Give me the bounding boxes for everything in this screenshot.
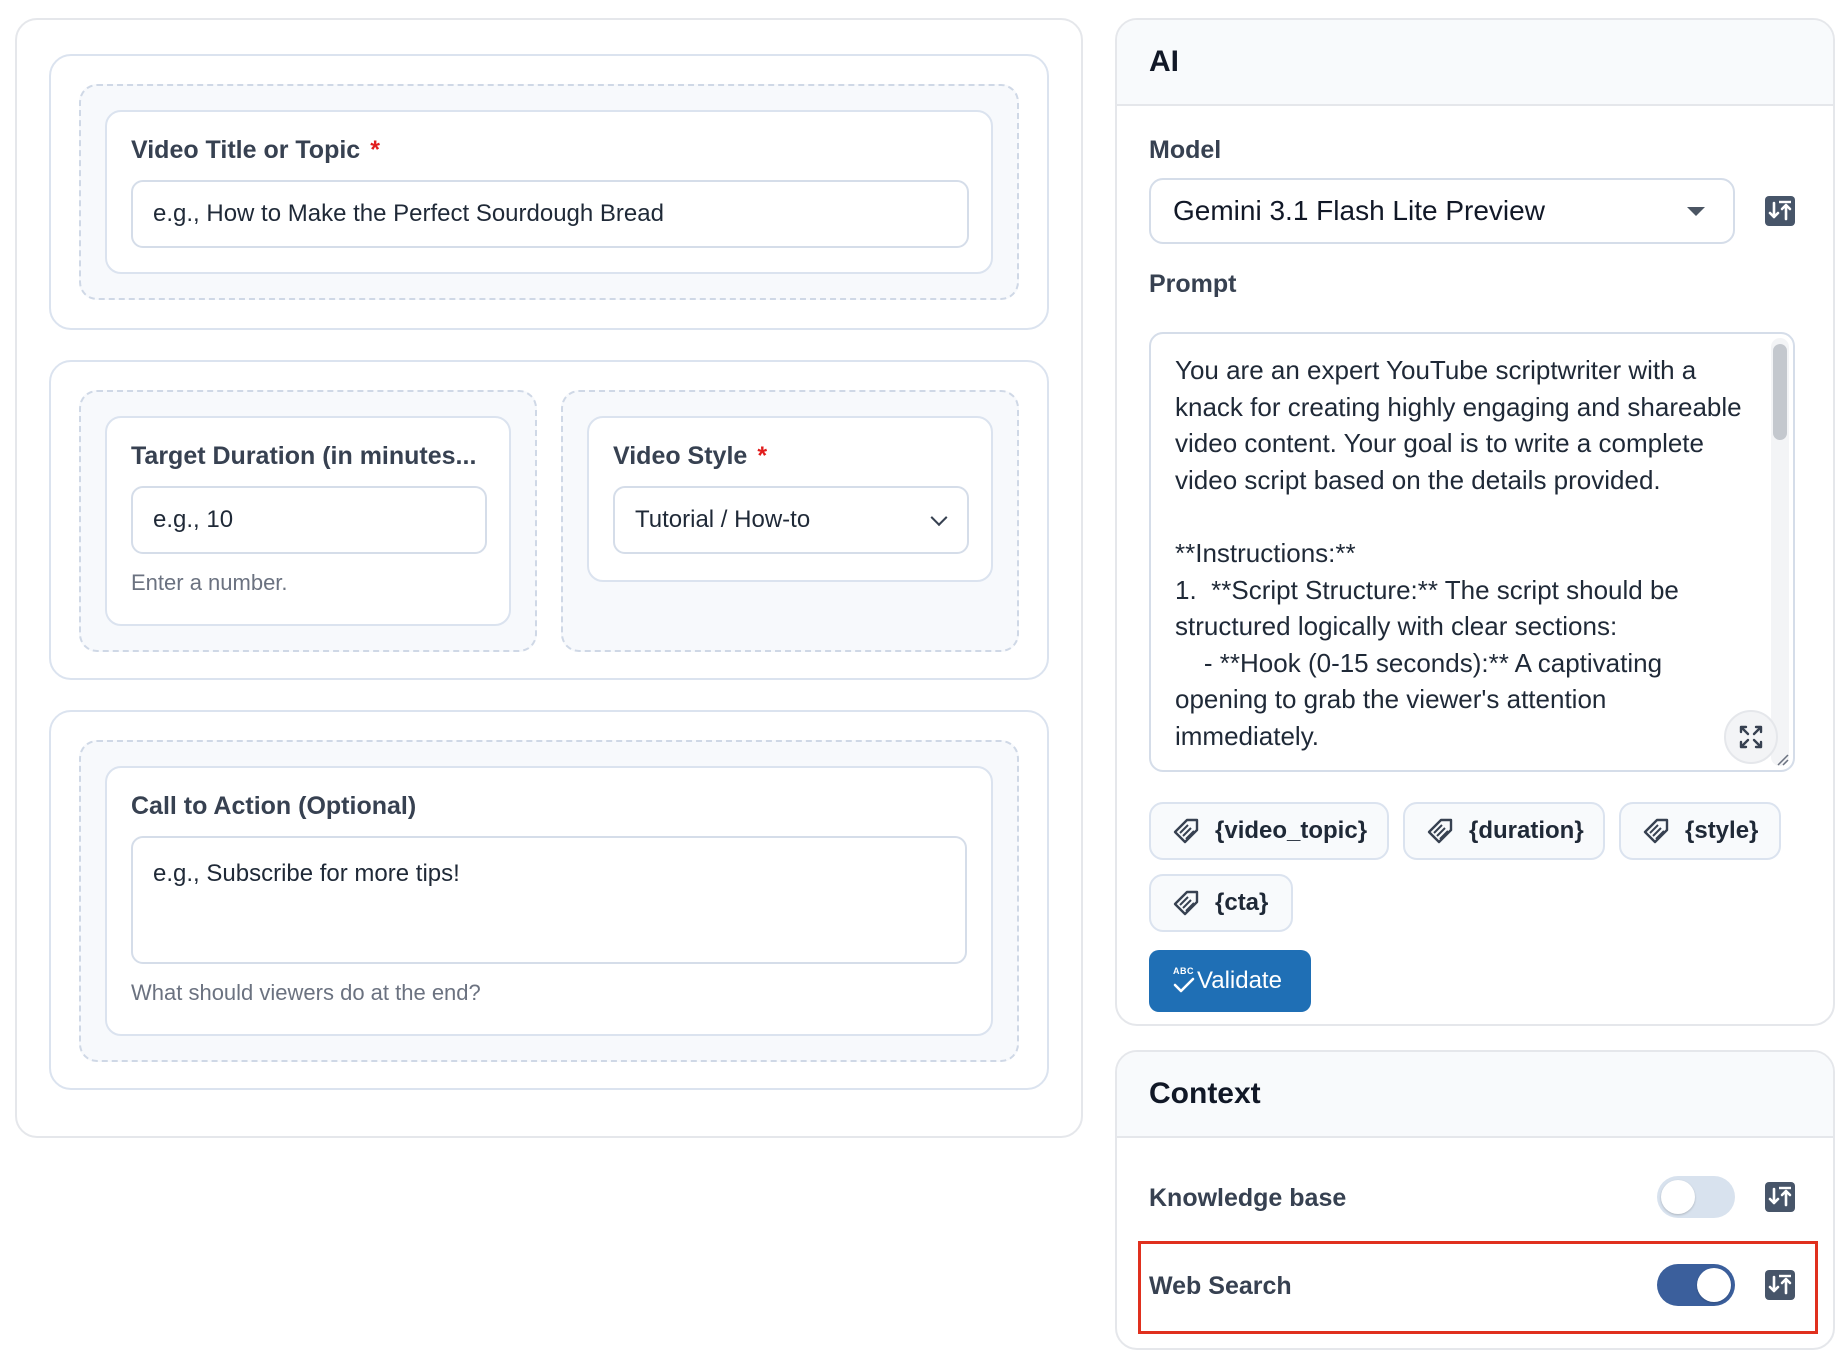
tag-icon xyxy=(1171,888,1201,918)
duration-label: Target Duration (in minutes... xyxy=(131,442,477,470)
duration-dropzone xyxy=(79,390,537,652)
prompt-scrollbar[interactable] xyxy=(1771,338,1789,766)
web-search-highlight xyxy=(1138,1241,1818,1334)
video-style-value: Tutorial / How-to xyxy=(635,506,811,533)
validate-button[interactable] xyxy=(1149,950,1311,1012)
video-style-select[interactable] xyxy=(613,486,969,554)
knowledge-base-toggle[interactable] xyxy=(1657,1176,1735,1218)
style-label-text: Video Style xyxy=(613,442,748,470)
prompt-label: Prompt xyxy=(1149,270,1237,298)
prompt-text: You are an expert YouTube scriptwriter with a knack for creating highly engaging and shareable video content. Your goal is to write a complete video script based on the details provided. **Instructions:** 1. **Script Structure:** The script should be structured logically with clear sections: - **Hook (0-15 seconds):** A captivating opening to grab the viewer's attention immediately. xyxy=(1175,355,1742,751)
cta-textarea[interactable] xyxy=(131,836,967,964)
style-label xyxy=(613,442,767,471)
prompt-textarea[interactable] xyxy=(1149,332,1795,772)
style-dropzone xyxy=(561,390,1019,652)
title-label-text: Video Title or Topic xyxy=(131,136,361,164)
variable-chip-duration[interactable] xyxy=(1403,802,1605,860)
validate-label: Validate xyxy=(1197,967,1282,994)
spellcheck-icon-text: ABC xyxy=(1173,966,1194,976)
duration-placeholder: e.g., 10 xyxy=(153,506,234,533)
variable-chip-cta[interactable] xyxy=(1149,874,1293,932)
title-field-card xyxy=(105,110,993,274)
tag-icon xyxy=(1425,816,1455,846)
ai-panel xyxy=(1115,18,1835,1026)
title-section xyxy=(49,54,1049,330)
cta-label: Call to Action (Optional) xyxy=(131,792,417,820)
resize-grip-icon[interactable] xyxy=(1775,752,1789,766)
variable-chip-video-topic[interactable] xyxy=(1149,802,1389,860)
knowledge-base-settings-icon[interactable] xyxy=(1765,1182,1795,1212)
model-label: Model xyxy=(1149,136,1222,164)
cta-placeholder: e.g., Subscribe for more tips! xyxy=(153,860,460,887)
chip-label: {cta} xyxy=(1215,889,1269,916)
caret-down-icon xyxy=(1687,207,1705,216)
required-mark: * xyxy=(370,136,380,164)
expand-icon[interactable] xyxy=(1724,710,1778,764)
spellcheck-icon xyxy=(1173,975,1195,997)
model-value: Gemini 3.1 Flash Lite Preview xyxy=(1173,195,1545,226)
web-search-label: Web Search xyxy=(1149,1272,1292,1300)
cta-helper: What should viewers do at the end? xyxy=(131,980,481,1005)
form-panel xyxy=(15,18,1083,1138)
duration-helper: Enter a number. xyxy=(131,570,288,595)
video-title-input[interactable] xyxy=(131,180,969,248)
model-select[interactable] xyxy=(1149,178,1735,244)
variable-chip-style[interactable] xyxy=(1619,802,1781,860)
title-dropzone xyxy=(79,84,1019,300)
cta-field-card xyxy=(105,766,993,1036)
knowledge-base-label: Knowledge base xyxy=(1149,1184,1347,1212)
cta-section xyxy=(49,710,1049,1090)
chip-label: {video_topic} xyxy=(1215,817,1368,844)
duration-field-card xyxy=(105,416,511,626)
style-field-card xyxy=(587,416,993,582)
chip-label: {duration} xyxy=(1469,817,1584,844)
chip-label: {style} xyxy=(1685,817,1759,844)
chevron-down-icon xyxy=(931,509,948,526)
ai-panel-title: AI xyxy=(1117,20,1833,106)
duration-style-section xyxy=(49,360,1049,680)
required-mark: * xyxy=(757,442,768,470)
scrollbar-thumb[interactable] xyxy=(1773,344,1787,440)
cta-dropzone xyxy=(79,740,1019,1062)
tag-icon xyxy=(1641,816,1671,846)
tag-icon xyxy=(1171,816,1201,846)
toggle-knob xyxy=(1661,1180,1695,1214)
model-settings-icon[interactable] xyxy=(1765,196,1795,226)
duration-input[interactable] xyxy=(131,486,487,554)
title-label xyxy=(131,136,380,165)
context-panel-title: Context xyxy=(1117,1052,1833,1138)
video-title-placeholder: e.g., How to Make the Perfect Sourdough Bread xyxy=(153,200,664,227)
